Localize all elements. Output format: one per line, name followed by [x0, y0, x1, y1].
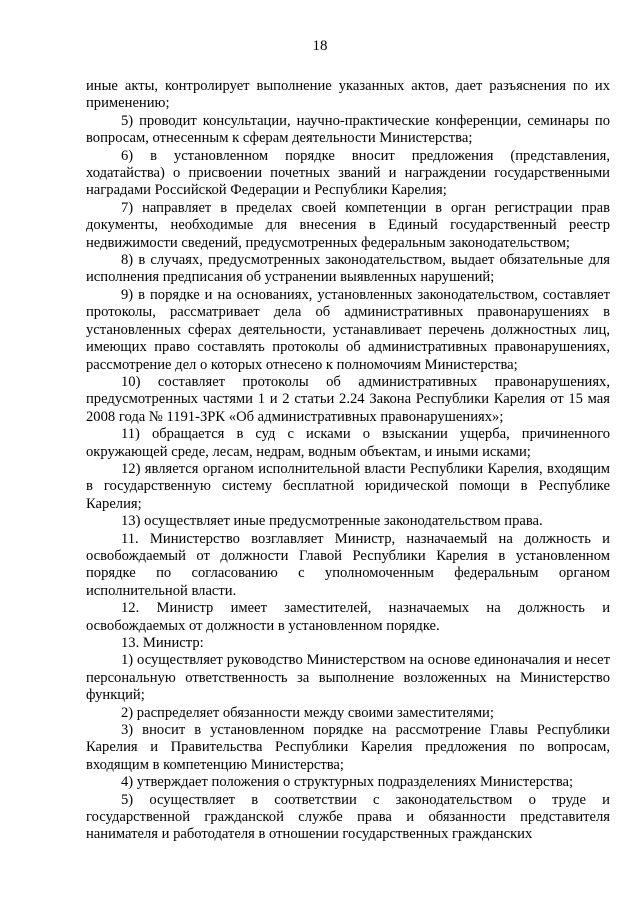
paragraph: 5) проводит консультации, научно-практические конференции, семинары по вопросам, отнесенным к сферам деятельности Министерства; — [86, 112, 610, 147]
paragraph: 3) вносит в установленном порядке на рассмотрение Главы Республики Карелия и Правительства Республики Карелия предложения по вопросам, входящим в компетенцию Министерства; — [86, 722, 610, 773]
paragraph: 6) в установленном порядке вносит предложения (представления, ходатайства) о присвоении почетных званий и награждении государственными наградами Российской Федерации и Республики Карелия; — [86, 147, 610, 199]
paragraph: 10) составляет протоколы об административных правонарушениях, предусмотренных частями 1 и 2 статьи 2.24 Закона Республики Карелия от 15 мая 2008 года № 1191-ЗРК «Об административных правонарушениях»; — [86, 373, 610, 425]
paragraph: 2) распределяет обязанности между своими заместителями; — [121, 704, 494, 721]
paragraph: 7) направляет в пределах своей компетенции в орган регистрации прав документы, необходимые для внесения в Единый государственный реестр недвижимости сведений, предусмотренных федеральным законодательством; — [86, 199, 610, 251]
paragraph: 1) осуществляет руководство Министерством на основе единоначалия и несет персональную ответственность за выполнение возложенных на Министерство функций; — [86, 652, 610, 704]
paragraph: 8) в случаях, предусмотренных законодательством, выдает обязательные для исполнения предписания об устранении выявленных нарушений; — [86, 252, 610, 286]
paragraph: 5) осуществляет в соответствии с законодательством о труде и государственной гражданской службе права и обязанности представителя нанимателя и работодателя в отношении государственных гражданских — [86, 791, 610, 843]
paragraph: 4) утверждает положения о структурных подразделениях Министерства; — [121, 774, 574, 791]
paragraph: 13. Министр: — [121, 635, 204, 651]
paragraph: 12) является органом исполнительной власти Республики Карелия, входящим в государственную систему бесплатной юридической помощи в Республике Карелия; — [86, 460, 610, 512]
paragraph: 9) в порядке и на основаниях, установленных законодательством, составляет протоколы, рассматривает дела об административных правонарушениях в установленных сферах деятельности, устанавливает перечень должностных лиц, имеющих право составлять протоколы об административных правонарушениях, рассмотрение дел о которых отнесено к полномочиям Министерства; — [86, 286, 610, 373]
paragraph: 11. Министерство возглавляет Министр, назначаемый на должность и освобождаемый от должности Главой Республики Карелия в установленном порядке по согласованию с уполномоченным федеральным органом исполнительной власти. — [86, 530, 610, 599]
page-number: 18 — [312, 38, 328, 54]
document-body — [86, 78, 610, 844]
paragraph: 13) осуществляет иные предусмотренные законодательством права. — [121, 513, 543, 530]
paragraph: 11) обращается в суд с исками о взыскании ущерба, причиненного окружающей среде, лесам, недрам, водным объектам, и иными исками; — [86, 426, 610, 460]
paragraph: иные акты, контролирует выполнение указанных актов, дает разъяснения по их применению; — [86, 78, 610, 112]
paragraph: 12. Министр имеет заместителей, назначаемых на должность и освобождаемых от должности в установленном порядке. — [86, 600, 610, 634]
